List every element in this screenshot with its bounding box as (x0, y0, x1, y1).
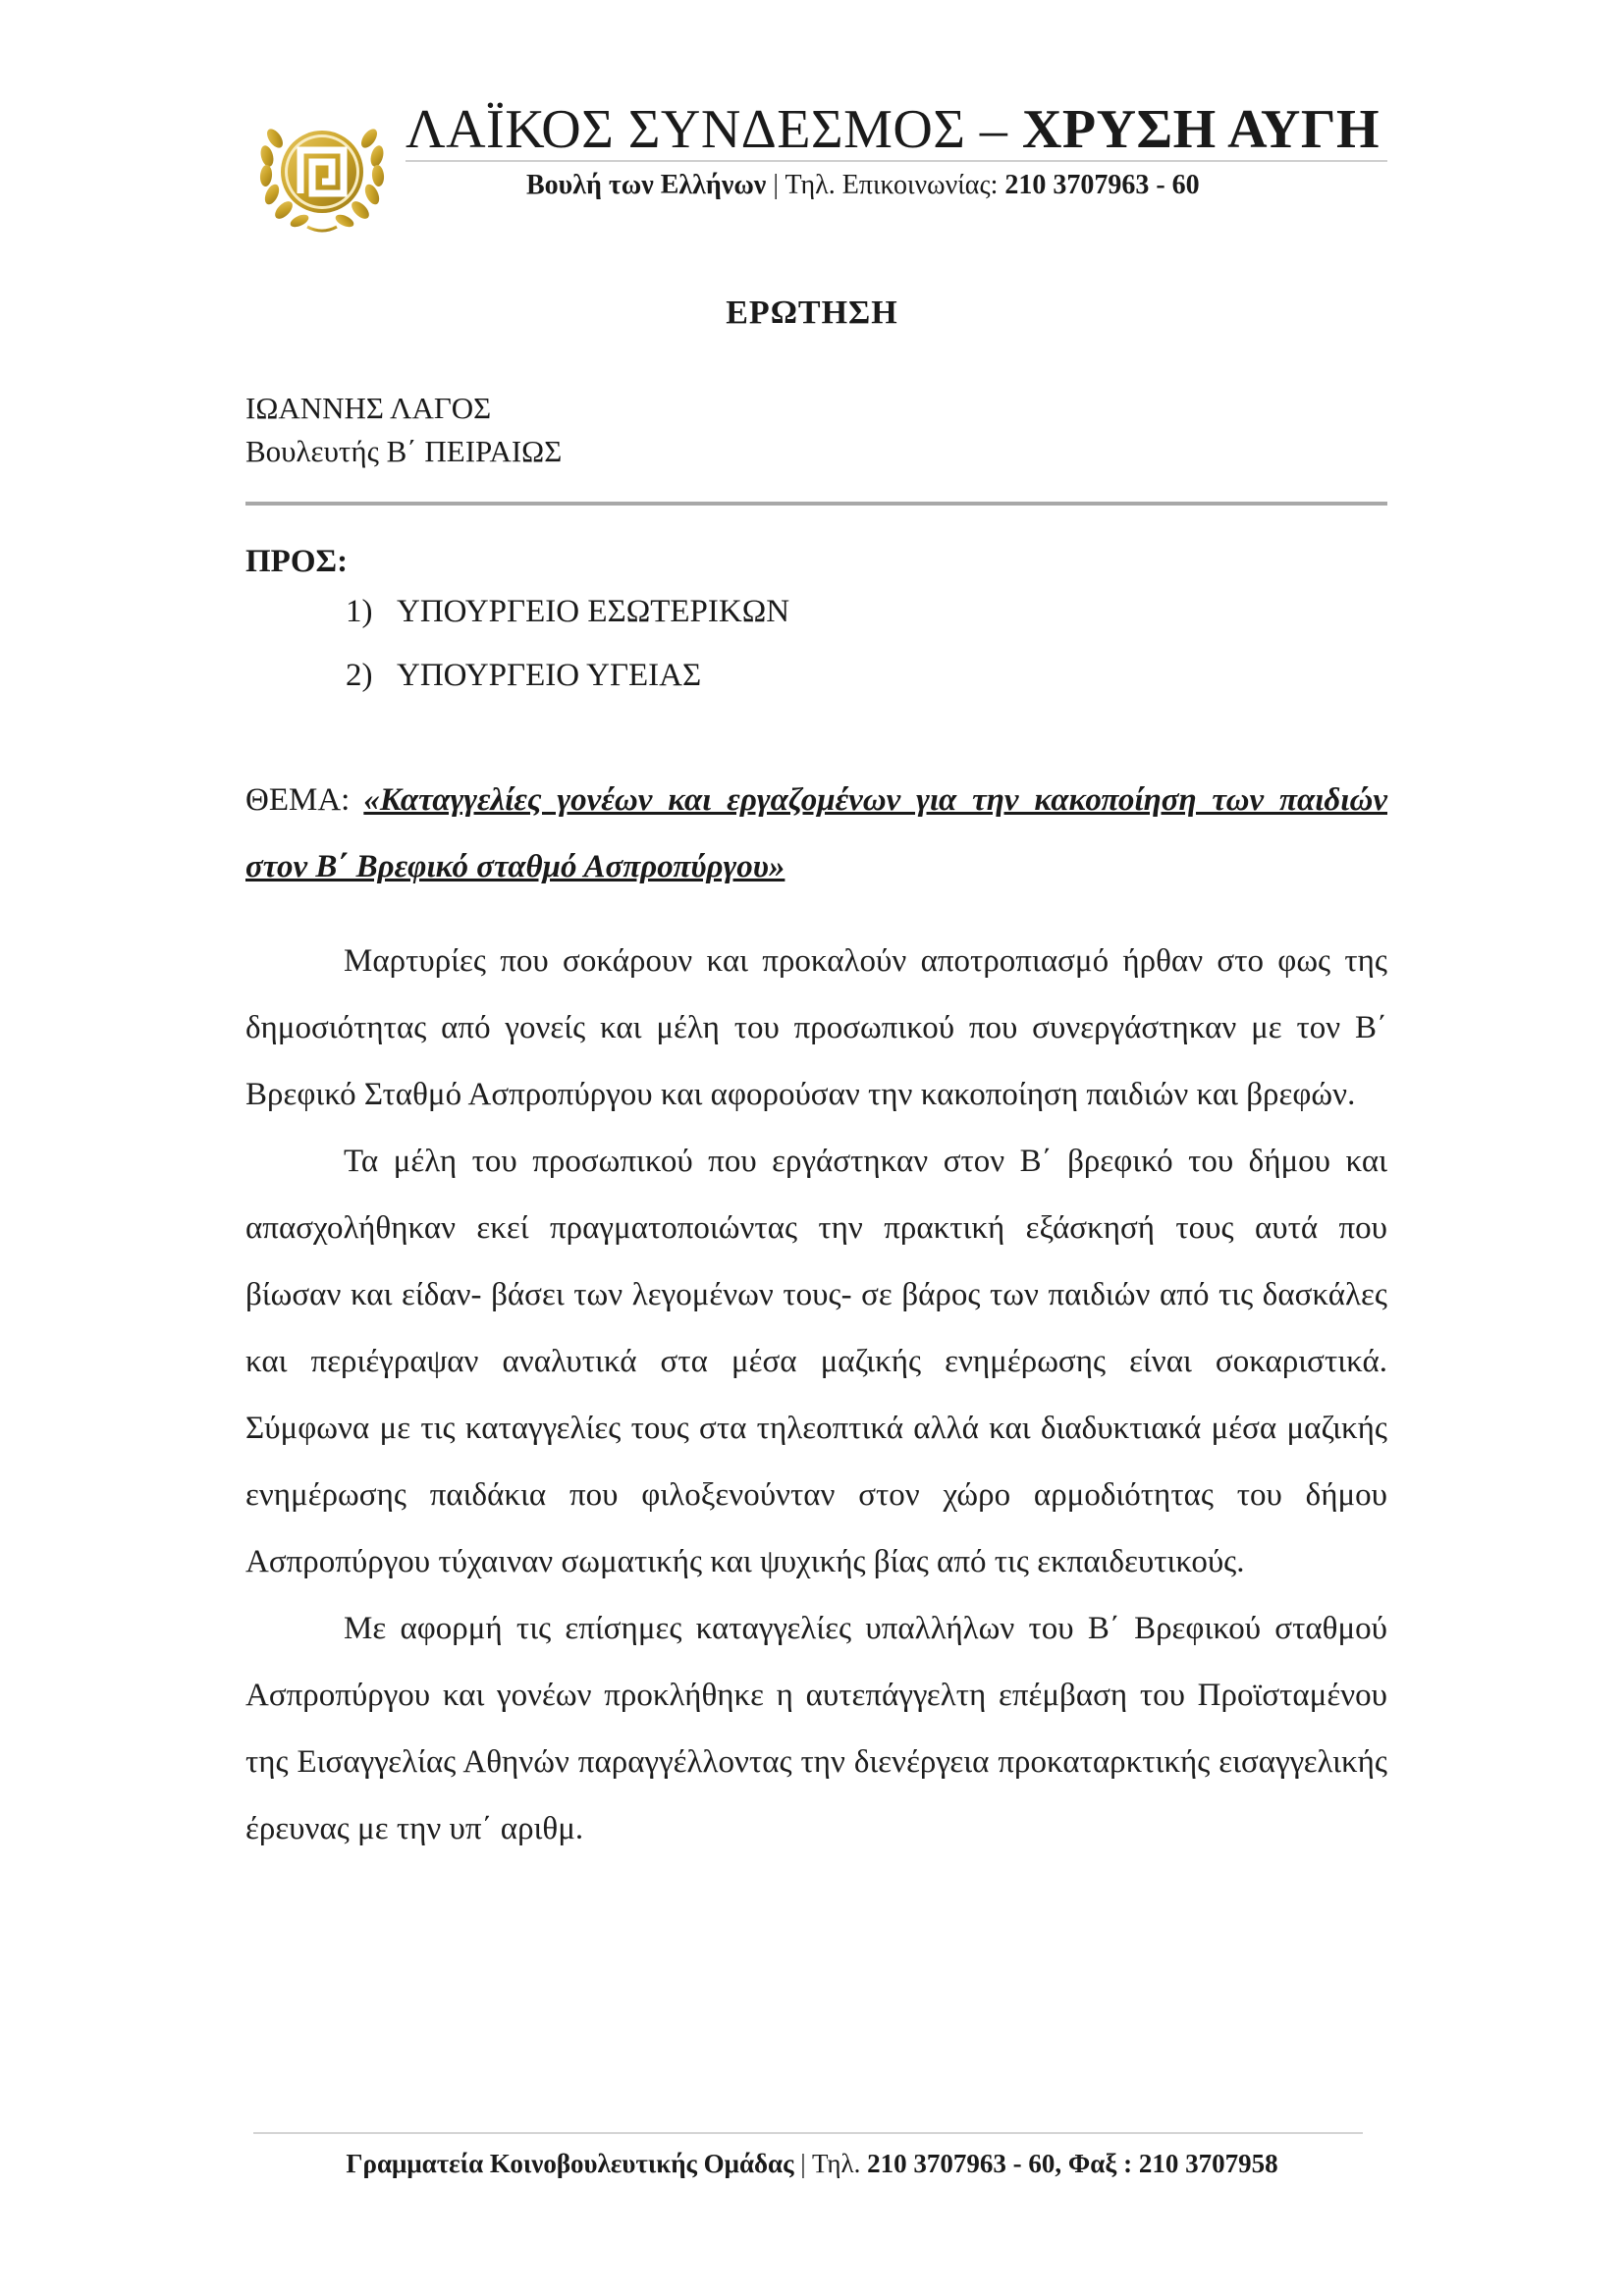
recipients-label: ΠΡΟΣ: (245, 544, 349, 579)
body-text (245, 928, 1387, 1862)
recipient-item (346, 656, 701, 695)
footer-fax-label: , Φαξ : (1055, 2149, 1139, 2178)
organization-name-bold: ΧΡΥΣΗ ΑΥΓΗ (1021, 99, 1380, 160)
letterhead-separator: | (766, 170, 785, 200)
subject-line (245, 767, 1387, 900)
letterhead-phone: 210 3707963 - 60 (1004, 170, 1200, 200)
letterhead (253, 93, 1392, 240)
mp-role: Βουλευτής Β΄ ΠΕΙΡΑΙΩΣ (245, 434, 563, 468)
footer-phone: 210 3707963 - 60 (867, 2149, 1056, 2178)
footer-divider (253, 2132, 1363, 2134)
subject-text: «Καταγγελίες γονέων και εργαζομένων για την κακοποίηση των παιδιών στον Β΄ Βρεφικό σταθμό Ασπροπύργου» (245, 782, 1387, 884)
footer-label: Γραμματεία Κοινοβουλευτικής Ομάδας (346, 2149, 794, 2178)
section-divider (245, 502, 1387, 506)
meander-laurel-emblem-icon (253, 99, 391, 237)
footer-separator: | (793, 2149, 812, 2178)
organization-name (406, 95, 1380, 164)
subject-label: ΘΕΜΑ: (245, 782, 351, 818)
recipient-number: 2) (346, 658, 373, 693)
mp-name: ΙΩΑΝΝΗΣ ΛΑΓΟΣ (245, 391, 492, 425)
recipient-item (346, 592, 789, 631)
body-paragraph: Με αφορμή τις επίσημες καταγγελίες υπαλλήλων του Β΄ Βρεφικού σταθμού Ασπροπύργου και γονέων προκλήθηκε η αυτεπάγγελτη επέμβαση του Προϊσταμένου της Εισαγγελίας Αθηνών παραγγέλλοντας την διενέργεια προκαταρκτικής εισαγγελικής έρευνας με την υπ΄ αριθμ. (245, 1611, 1387, 1846)
page-footer (0, 2146, 1624, 2181)
footer-fax: 210 3707958 (1138, 2149, 1278, 2178)
document-type-title: ΕΡΩΤΗΣΗ (726, 294, 898, 331)
letterhead-place: Βουλή των Ελλήνων (526, 170, 767, 200)
letterhead-divider (406, 160, 1387, 162)
recipient-number: 1) (346, 594, 373, 629)
footer-phone-label: Τηλ. (811, 2149, 868, 2178)
recipient-name: ΥΠΟΥΡΓΕΙΟ ΕΣΩΤΕΡΙΚΩΝ (397, 594, 790, 629)
letterhead-phone-label: Τηλ. Επικοινωνίας: (785, 170, 1005, 200)
body-paragraph: Μαρτυρίες που σοκάρουν και προκαλούν αποτροπιασμό ήρθαν στο φως της δημοσιότητας από γονείς και μέλη του προσωπικού που συνεργάστηκαν με τον Β΄ Βρεφικό Σταθμό Ασπροπύργου και αφορούσαν την κακοποίηση παιδιών και βρεφών. (245, 943, 1387, 1112)
letterhead-contact-line (526, 166, 1200, 205)
recipient-name: ΥΠΟΥΡΓΕΙΟ ΥΓΕΙΑΣ (397, 658, 702, 693)
organization-name-regular: ΛΑΪΚΟΣ ΣΥΝΔΕΣΜΟΣ – (406, 99, 1022, 160)
body-paragraph: Τα μέλη του προσωπικού που εργάστηκαν στον Β΄ βρεφικό του δήμου και απασχολήθηκαν εκεί πραγματοποιώντας την πρακτική εξάσκησή τους αυτά που βίωσαν και είδαν- βάσει των λεγομένων τους- σε βάρος των παιδιών από τις δασκάλες και περιέγραψαν αναλυτικά στα μέσα μαζικής ενημέρωσης είναι σοκαριστικά. Σύμφωνα με τις καταγγελίες τους στα τηλεοπτικά αλλά και διαδυκτιακά μέσα μαζικής ενημέρωσης παιδάκια που φιλοξενούνταν στον χώρο αρμοδιότητας του δήμου Ασπροπύργου τύχαιναν σωματικής και ψυχικής βίας από τις εκπαιδευτικούς. (245, 1144, 1387, 1579)
